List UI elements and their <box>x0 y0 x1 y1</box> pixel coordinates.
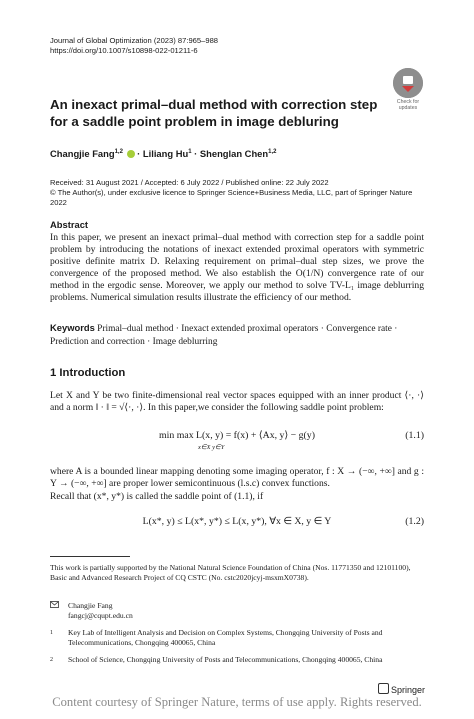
footnote-mark: 2 <box>50 657 53 663</box>
intro-paragraph-3: Recall that (x*, y*) is called the saddle point of (1.1), if <box>50 491 264 502</box>
footnote-mark: 1 <box>50 630 53 636</box>
keywords <box>50 322 424 348</box>
abstract-heading: Abstract <box>50 219 89 230</box>
author-name[interactable]: Shenglan Chen <box>199 148 269 159</box>
affiliation-footnote <box>50 628 424 648</box>
equation-text: min max L(x, y) = f(x) + ⟨Ax, y⟩ − g(y) <box>159 430 315 441</box>
affiliation-footnote <box>50 655 424 665</box>
journal-header <box>50 36 218 56</box>
springer-horse-icon <box>378 683 389 694</box>
dates-line: Received: 31 August 2021 / Accepted: 6 July 2022 / Published online: 22 July 2022 <box>50 178 329 187</box>
keywords-text: Primal–dual method · Inexact extended proximal operators · Convergence rate · Prediction and correction · Image deblurring <box>50 324 398 347</box>
badge-line2: updates <box>398 105 418 111</box>
envelope-icon <box>50 601 59 612</box>
author-list: Changjie Fang$^{1,2}$ · Liliang $Hu^1$ · Shenglan Chen$^{1,2}$ <box>50 148 277 159</box>
abstract-text: In this paper, we present an inexact primal–dual method with correction step for a saddle point problem by introducing the notations of inexact extended proximal operators with symmetric positive definite matrix D. Relaxing requirement on primal–dual step sizes, we prove the convergence of the proposed method. We also establish the O(1/N) convergence rate of our method in the ergodic sense. Moreover, we apply our method to solve TV-L₁ image deblurring problems. Numerical simulation results illustrate the efficiency of our method. <box>50 232 424 303</box>
author-name[interactable]: Changjie Fang <box>50 148 115 159</box>
journal-citation: Journal of Global Optimization (2023) 87:965–988 <box>50 36 219 45</box>
author-affiliation: 1,2 <box>114 148 123 155</box>
author-name[interactable]: Liliang Hu <box>142 148 189 159</box>
footnote-divider <box>50 556 130 557</box>
intro-paragraph-1: Let X and Y be two finite-dimensional real vector spaces equipped with an inner product ⟨·, ·⟩ and a norm ‖ · ‖ = √⟨·, ·⟩. In this paper,we consider the following saddle point problem: <box>50 390 424 413</box>
publisher-logo <box>378 683 425 695</box>
badge-line1: Check for <box>396 99 420 105</box>
equation-text: L(x*, y) ≤ L(x*, y*) ≤ L(x, y*), ∀x ∈ X, y ∈ Y <box>142 516 332 527</box>
funding-footnote: This work is partially supported by the National Natural Science Foundation of China (Nos. 11771350 and 12101100), Basic and Advanced Research Project of CQ CSTC (No. cstc2020jcyj-msxmX0738). <box>50 563 411 582</box>
contact-name: Changjie Fang <box>68 601 113 610</box>
equation-1-2 <box>50 516 424 530</box>
paper-title: An inexact primal–dual method with correction step for a saddle point problem in image debluring <box>50 97 378 129</box>
copyright-line: © The Author(s), under exclusive licence to Springer Science+Business Media, LLC, part of Springer Nature 2022 <box>50 188 413 207</box>
author-affiliation: 1 <box>188 148 192 155</box>
equation-number: (1.1) <box>405 430 424 441</box>
affiliation-text: Key Lab of Intelligent Analysis and Decision on Complex Systems, Chongqing University of Posts and Telecommunications, Chongqing 400065, China <box>68 628 383 647</box>
equation-subscript: x∈X y∈Y <box>198 444 225 451</box>
contact-footnote <box>50 601 424 621</box>
intro-paragraph-2: where A is a bounded linear mapping denoting some imaging operator, f : X → (−∞, +∞] and g : Y → (−∞, +∞] are proper lower semicontinuous (l.s.c) convex functions. <box>50 466 424 489</box>
publication-dates <box>50 178 430 208</box>
check-for-updates-badge[interactable] <box>393 68 423 111</box>
author-affiliation: 1,2 <box>268 148 277 155</box>
publisher-name: Springer <box>390 685 425 695</box>
equation-number: (1.2) <box>405 516 424 527</box>
journal-doi[interactable]: https://doi.org/10.1007/s10898-022-01211-6 <box>50 46 198 55</box>
check-for-updates-icon <box>393 68 423 98</box>
equation-1-1 <box>50 430 424 452</box>
affiliation-text: School of Science, Chongqing University of Posts and Telecommunications, Chongqing 400065, China <box>68 655 383 664</box>
contact-email[interactable]: fangcj@cqupt.edu.cn <box>68 611 133 620</box>
section-heading: 1 Introduction <box>50 367 126 379</box>
courtesy-watermark: Content courtesy of Springer Nature, terms of use apply. Rights reserved. <box>52 695 422 709</box>
orcid-icon[interactable] <box>127 150 135 158</box>
keywords-label: Keywords <box>50 322 95 333</box>
